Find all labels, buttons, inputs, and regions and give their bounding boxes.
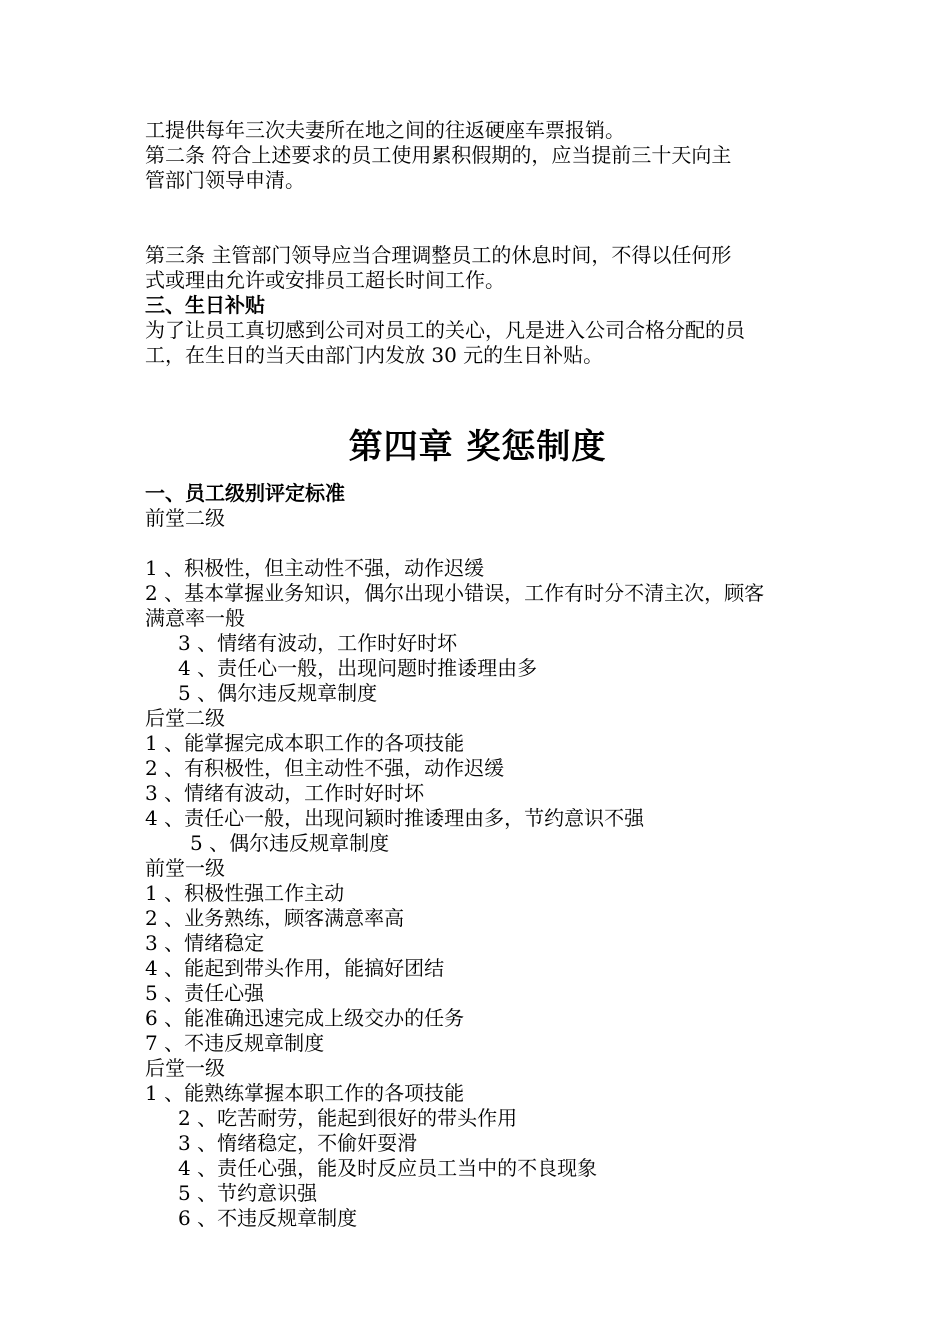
text-line: 第三条 主管部门领导应当合理调整员工的休息时间，不得以任何形 [145, 243, 732, 267]
list-item: 满意率一般 [145, 606, 245, 630]
list-item: 1 、能熟练掌握本职工作的各项技能 [145, 1081, 465, 1105]
list-item: 1 、能掌握完成本职工作的各项技能 [145, 731, 465, 755]
text-line: 工提供每年三次夫妻所在地之间的往返硬座车票报销。 [145, 118, 625, 142]
group-label-front1: 前堂一级 [145, 856, 225, 880]
group-label-back2: 后堂二级 [145, 706, 225, 730]
text-line: 管部门领导申清。 [145, 168, 305, 192]
section-heading-birthday: 三、生日补贴 [145, 293, 265, 317]
list-item: 2 、基本掌握业务知识，偶尔出现小错误，工作有时分不清主次，顾客 [145, 581, 765, 605]
list-item: 5 、责任心强 [145, 981, 265, 1005]
list-item: 4 、责任心一般，出现问题时推诿理由多 [178, 656, 538, 680]
list-item: 2 、业务熟练，顾客满意率高 [145, 906, 405, 930]
text-line: 式或理由允许或安排员工超长时间工作。 [145, 268, 505, 292]
list-item: 3 、惰绪稳定，不偷奸耍滑 [178, 1131, 418, 1155]
list-item: 1 、积极性强工作主动 [145, 881, 345, 905]
group-label-front2: 前堂二级 [145, 506, 225, 530]
list-item: 4 、责任心一般，出现问颖时推诿理由多，节约意识不强 [145, 806, 645, 830]
list-item: 3 、情绪有波动，工作时好时坏 [178, 631, 458, 655]
group-label-back1: 后堂一级 [145, 1056, 225, 1080]
chapter-title: 第四章 奖惩制度 [348, 427, 607, 467]
list-item: 4 、责任心强，能及时反应员工当中的不良现象 [178, 1156, 598, 1180]
list-item: 3 、情绪有波动，工作时好时坏 [145, 781, 425, 805]
section-heading-level-standard: 一、员工级别评定标准 [145, 481, 345, 505]
list-item: 1 、积极性，但主动性不强，动作迟缓 [145, 556, 485, 580]
document-page [145, 118, 810, 1231]
list-item: 5 、节约意识强 [178, 1181, 318, 1205]
text-line: 工，在生日的当天由部门内发放 30 元的生日补贴。 [145, 343, 604, 367]
list-item: 4 、能起到带头作用，能搞好团结 [145, 956, 445, 980]
list-item: 2 、有积极性，但主动性不强，动作迟缓 [145, 756, 505, 780]
list-item: 3 、情绪稳定 [145, 931, 265, 955]
text-line: 第二条 符合上述要求的员工使用累积假期的，应当提前三十天向主 [145, 143, 732, 167]
list-item: 5 、偶尔违反规章制度 [178, 681, 378, 705]
text-line: 为了让员工真切感到公司对员工的关心，凡是进入公司合格分配的员 [145, 318, 745, 342]
list-item: 7 、不违反规章制度 [145, 1031, 325, 1055]
list-item: 5 、偶尔违反规章制度 [190, 831, 390, 855]
list-item: 6 、不违反规章制度 [178, 1206, 358, 1230]
list-item: 2 、吃苦耐劳，能起到很好的带头作用 [178, 1106, 518, 1130]
list-item: 6 、能准确迅速完成上级交办的任务 [145, 1006, 465, 1030]
